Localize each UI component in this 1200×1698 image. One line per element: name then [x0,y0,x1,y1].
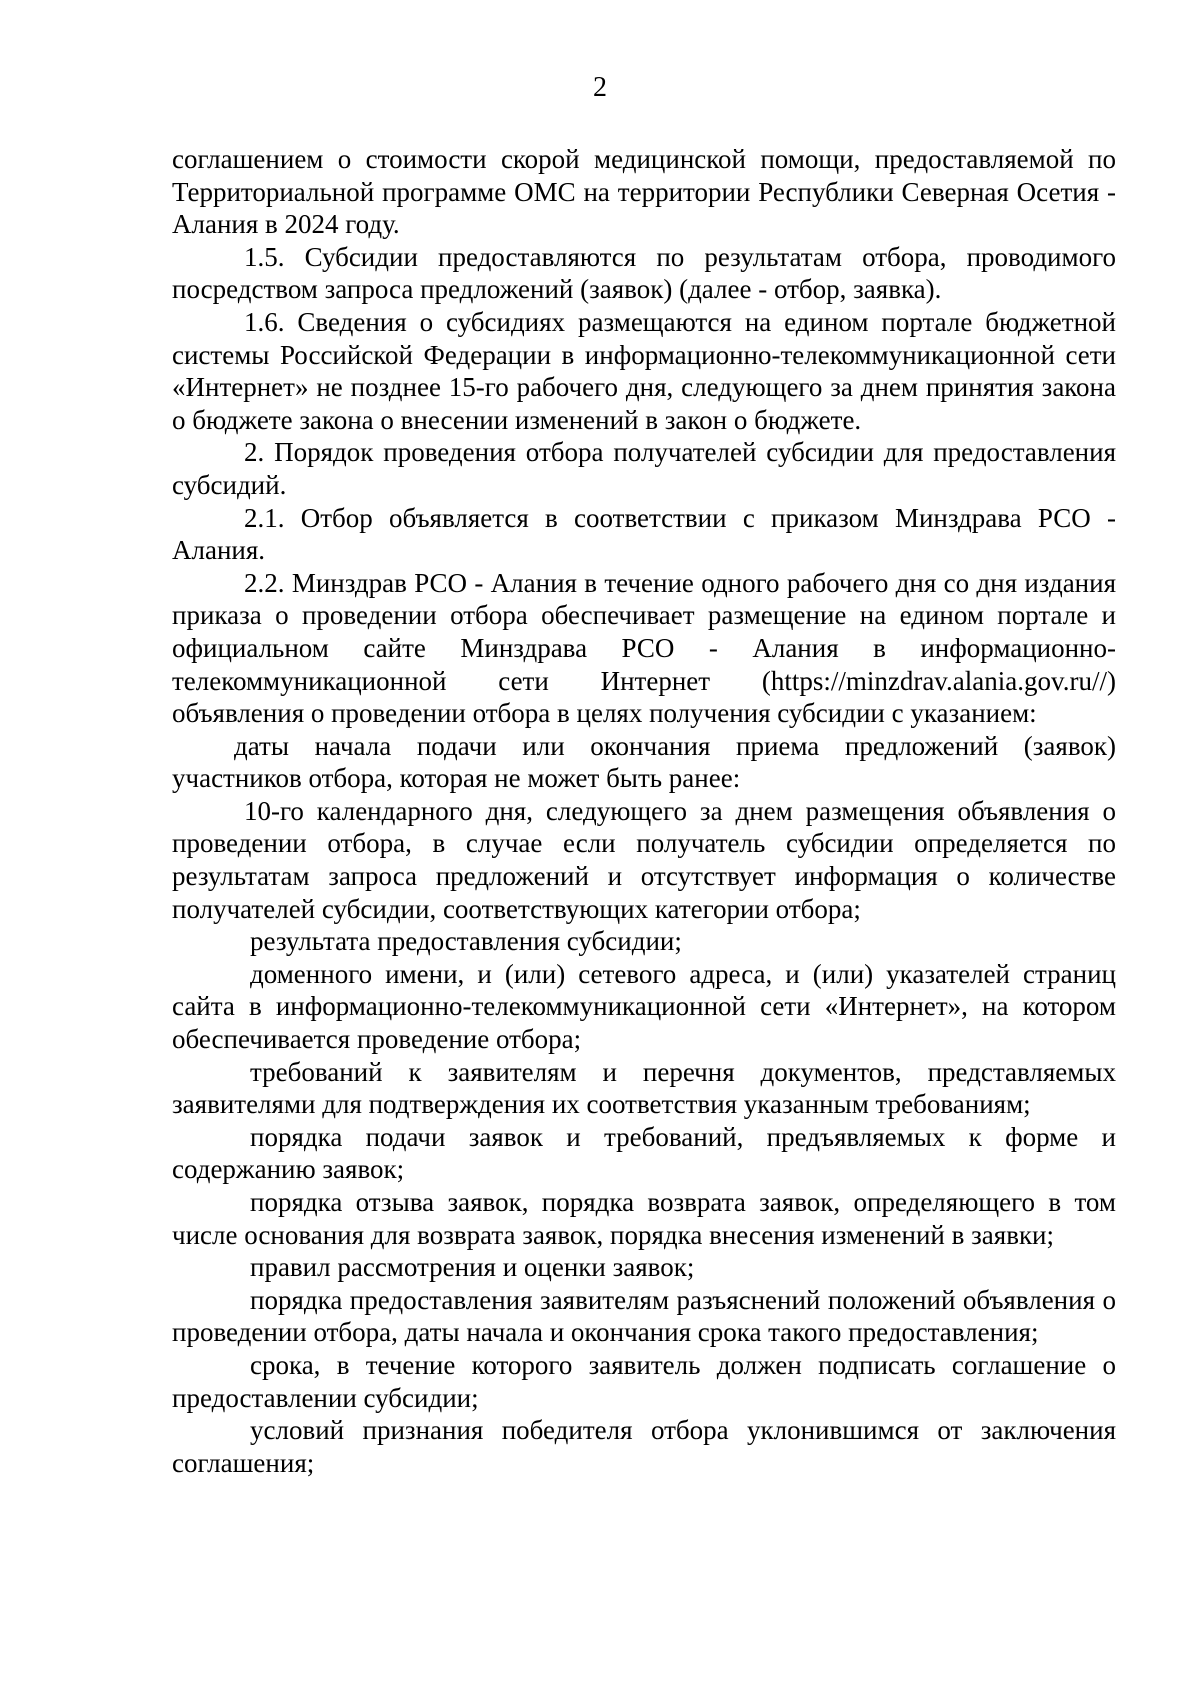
list-item-dates: даты начала подачи или окончания приема предложений (заявок) участников отбора, которая не может быть ранее: [172,730,1116,794]
page-number: 2 [593,72,607,103]
paragraph-1-5: 1.5. Субсидии предоставляются по результатам отбора, проводимого посредством запроса предложений (заявок) (далее - отбор, заявка). [172,241,1116,305]
list-item-evasion-conditions: условий признания победителя отбора уклонившимся от заключения соглашения; [172,1415,1116,1478]
list-item-requirements: требований к заявителям и перечня документов, представляемых заявителями для подтверждения их соответствия указанным требованиям; [172,1056,1116,1120]
list-item-clarifications: порядка предоставления заявителям разъяснений положений объявления о проведении отбора, даты начала и окончания срока такого предоставления; [172,1284,1116,1348]
list-item-review-rules: правил рассмотрения и оценки заявок; [250,1252,695,1283]
list-item-submission-order: порядка подачи заявок и требований, предъявляемых к форме и содержанию заявок; [172,1121,1116,1185]
list-item-signing-term: срока, в течение которого заявитель должен подписать соглашение о предоставлении субсидии; [172,1349,1116,1413]
list-item-result: результата предоставления субсидии; [250,926,682,957]
paragraph-1-6: 1.6. Сведения о субсидиях размещаются на едином портале бюджетной системы Российской Федерации в информационно-телекоммуникационной сети «Интернет» не позднее 15-го рабочего дня, следующего за днем принятия закона о бюджете закона о внесении изменений в закон о бюджете. [172,306,1116,435]
section-2-heading: 2. Порядок проведения отбора получателей субсидии для предоставления субсидий. [172,437,1116,500]
paragraph-2-2: 2.2. Минздрав РСО - Алания в течение одного рабочего дня со дня издания приказа о проведении отбора обеспечивает размещение на едином портале и официальном сайте Минздрава РСО - Алания в информационно-телекоммуникационной сети Интернет (https://minzdrav.alania.gov.ru//) объявления о проведении отбора в целях получения субсидии с указанием: [172,567,1116,729]
paragraph-continuation: соглашением о стоимости скорой медицинской помощи, предоставляемой по Территориальной программе ОМС на территории Республики Северная Осетия - Алания в 2024 году. [172,144,1116,240]
document-body [172,143,1116,1479]
list-item-10th-day: 10-го календарного дня, следующего за днем размещения объявления о проведении отбора, в случае если получатель субсидии определяется по результатам запроса предложений и отсутствует информация о количестве получателей субсидии, соответствующих категории отбора; [172,795,1116,924]
paragraph-2-1: 2.1. Отбор объявляется в соответствии с приказом Минздрава РСО - Алания. [172,502,1116,566]
list-item-domain: доменного имени, и (или) сетевого адреса, и (или) указателей страниц сайта в информационно-телекоммуникационной сети «Интернет», на котором обеспечивается проведение отбора; [172,958,1116,1055]
list-item-withdrawal-order: порядка отзыва заявок, порядка возврата заявок, определяющего в том числе основания для возврата заявок, порядка внесения изменений в заявки; [172,1187,1116,1250]
